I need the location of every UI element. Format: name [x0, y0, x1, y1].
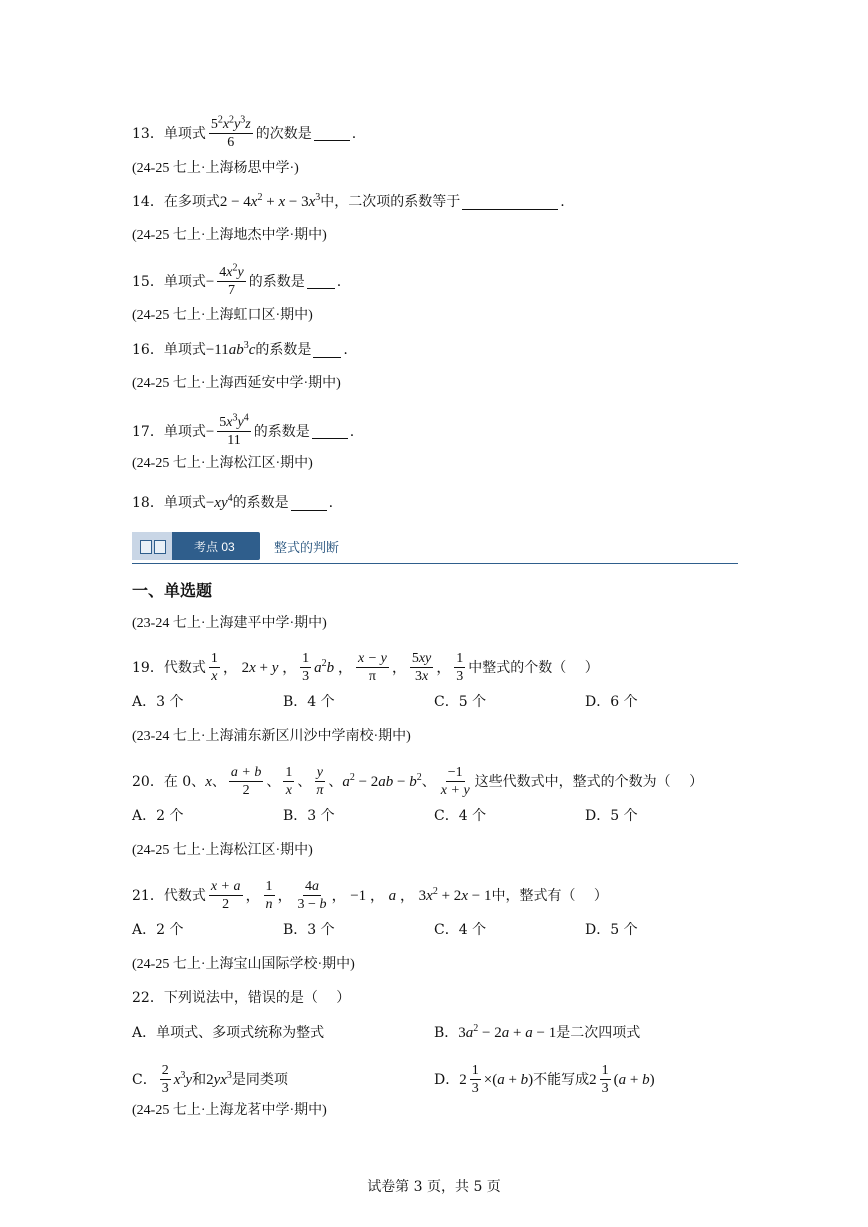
- answer-blank[interactable]: [314, 126, 350, 141]
- math-fraction: $\frac{5xy}{3x}$: [411, 651, 432, 684]
- math-expression: $3a^2 - 2a + a - 1$: [458, 1023, 557, 1041]
- option-c[interactable]: [132, 1062, 288, 1097]
- question-text: 单项式: [163, 125, 206, 142]
- option-a[interactable]: A．3 个: [132, 694, 184, 710]
- source-note: (23-24 七上·上海建平中学·期中): [132, 616, 327, 631]
- option-c[interactable]: C．5 个: [434, 694, 487, 710]
- source-note: (24-25 七上·上海虹口区·期中): [132, 308, 313, 323]
- question-18: [132, 493, 333, 513]
- question-17: [132, 414, 354, 449]
- source-note: (24-25 七上·上海宝山国际学校·期中): [132, 957, 355, 972]
- question-number: 22．: [132, 990, 164, 1006]
- option-text: 是二次四项式: [556, 1025, 641, 1041]
- question-15: [132, 264, 341, 299]
- question-number: 20．: [132, 773, 164, 790]
- question-16: [132, 340, 348, 360]
- math-fraction: $\frac{5x^3y^4}{11}$: [219, 412, 249, 448]
- comma: ，: [245, 887, 261, 904]
- question-19: [132, 650, 599, 685]
- math-expression: ×(a + b): [483, 1071, 534, 1088]
- question-text: 中，整式有（ ）: [491, 887, 608, 904]
- question-number: 21．: [132, 887, 164, 904]
- topic-banner: [132, 532, 738, 564]
- page-footer: 试卷第 3 页，共 5 页: [367, 1179, 501, 1195]
- sep: 、: [328, 773, 343, 790]
- math-expression: ， −1 ， a ， $3x^2 + 2x - 1$: [331, 885, 492, 904]
- option-d[interactable]: D．6 个: [585, 694, 638, 710]
- question-text: 的系数是: [232, 495, 289, 511]
- math-expression: $2yx^3$: [206, 1069, 232, 1088]
- answer-blank[interactable]: [313, 343, 341, 358]
- question-text: 单项式: [163, 423, 206, 440]
- math-fraction: $\frac{1}{n}$: [265, 879, 273, 912]
- minus-sign: −: [205, 423, 215, 440]
- option-b[interactable]: B．4 个: [283, 694, 335, 710]
- question-text: 代数式: [163, 659, 206, 676]
- question-text: 这些代数式中，整式的个数为（ ）: [474, 773, 704, 790]
- question-text: 单项式: [163, 273, 206, 290]
- math-expression: 2: [459, 1071, 467, 1088]
- banner-rule: [132, 563, 738, 564]
- question-text: 中整式的个数（ ）: [468, 659, 599, 676]
- source-note: (24-25 七上·上海龙茗中学·期中): [132, 1103, 327, 1118]
- option-text: 是同类项: [231, 1071, 288, 1088]
- math-var: x: [205, 773, 212, 790]
- banner-title: 整式的判断: [274, 541, 340, 556]
- math-fraction: $\frac{1}{3}$: [601, 1063, 609, 1096]
- math-expression: $a^2b$ ，: [314, 657, 353, 676]
- banner-icon-area: [132, 532, 172, 560]
- answer-blank[interactable]: [462, 195, 558, 210]
- math-fraction: $\frac{x + a}{2}$: [210, 879, 241, 912]
- sep: 、: [421, 773, 436, 790]
- option-a[interactable]: A．2 个: [132, 808, 184, 824]
- source-note: (24-25 七上·上海西延安中学·期中): [132, 376, 341, 391]
- option-text: 和: [192, 1071, 207, 1088]
- sep: 、: [211, 773, 226, 790]
- question-number: 19．: [132, 659, 164, 676]
- math-fraction: $\frac{4x^2y}{7}$: [219, 262, 244, 298]
- math-expression: 2: [589, 1071, 597, 1088]
- comma: ，: [391, 659, 407, 676]
- answer-blank[interactable]: [307, 274, 335, 289]
- math-expression: $2 - 4x^2 + x - 3x^3$: [219, 192, 321, 210]
- question-text: 中，二次项的系数等于: [320, 194, 461, 210]
- question-21: [132, 878, 608, 913]
- comma: ，: [277, 887, 293, 904]
- book-icon: [154, 540, 166, 554]
- math-fraction: $\frac{4a}{3 - b}$: [297, 879, 327, 912]
- math-expression: ， 2x + y ，: [222, 659, 298, 676]
- punct: .: [349, 423, 355, 440]
- math-fraction: $\frac{1}{3}$: [302, 651, 310, 684]
- question-text: 代数式: [163, 887, 206, 904]
- question-text: 单项式: [163, 495, 206, 511]
- question-13: [132, 116, 356, 151]
- math-fraction: $\frac{1}{3}$: [456, 651, 464, 684]
- option-b[interactable]: B．3 个: [283, 922, 335, 938]
- question-text: 的次数是: [255, 125, 312, 142]
- banner-label: 考点 03: [194, 540, 235, 554]
- question-22: [132, 988, 350, 1008]
- option-a[interactable]: A．2 个: [132, 922, 184, 938]
- math-fraction: $\frac{1}{x}$: [285, 765, 293, 798]
- source-note: (24-25 七上·上海松江区·期中): [132, 456, 313, 471]
- question-number: 15．: [132, 273, 164, 290]
- punct: .: [328, 495, 334, 511]
- question-number: 13．: [132, 125, 164, 142]
- math-expression: $-11ab^3c$: [205, 340, 256, 358]
- punct: .: [560, 194, 565, 210]
- math-fraction: $\frac{x - y}{\pi}$: [357, 651, 387, 684]
- question-text: 的系数是: [255, 342, 312, 358]
- option-a[interactable]: A．单项式、多项式统称为整式: [132, 1025, 325, 1041]
- option-c[interactable]: C．4 个: [434, 808, 487, 824]
- question-text: 的系数是: [253, 423, 310, 440]
- math-fraction: $\frac{1}{3}$: [471, 1063, 479, 1096]
- option-d[interactable]: [434, 1062, 655, 1097]
- book-icon: [140, 540, 152, 554]
- option-letter: C．: [132, 1071, 157, 1088]
- question-text: 的系数是: [248, 273, 305, 290]
- sep: 、: [266, 773, 281, 790]
- question-20: [132, 764, 703, 799]
- option-letter: B．: [434, 1025, 459, 1041]
- punct: .: [336, 273, 342, 290]
- question-number: 17．: [132, 423, 164, 440]
- math-expression: $a^2 - 2ab - b^2$: [342, 771, 422, 790]
- source-note: (24-25 七上·上海松江区·期中): [132, 843, 313, 858]
- sep: 、: [297, 773, 312, 790]
- math-fraction: $\frac{5^2x^2y^3z}{6}$: [210, 114, 251, 150]
- question-text: 在 0、: [163, 773, 206, 790]
- option-b[interactable]: B．3 个: [283, 808, 335, 824]
- section-heading: 一、单选题: [132, 581, 213, 600]
- comma: ，: [436, 659, 452, 676]
- question-number: 16．: [132, 342, 164, 358]
- question-text: 在多项式: [163, 194, 220, 210]
- option-d[interactable]: D．5 个: [585, 808, 638, 824]
- punct: .: [351, 125, 357, 142]
- source-note: (23-24 七上·上海浦东新区川沙中学南校·期中): [132, 729, 411, 744]
- math-expression: $x^3y$: [173, 1069, 193, 1088]
- question-text: 下列说法中，错误的是（ ）: [163, 990, 351, 1006]
- option-text: 不能写成: [533, 1071, 590, 1088]
- source-note: (24-25 七上·上海地杰中学·期中): [132, 228, 327, 243]
- math-fraction: $\frac{2}{3}$: [161, 1063, 169, 1096]
- answer-blank[interactable]: [312, 424, 348, 439]
- math-fraction: $\frac{-1}{x + y}$: [440, 765, 470, 798]
- punct: .: [343, 342, 348, 358]
- option-b[interactable]: [434, 1023, 640, 1043]
- math-expression: $-xy^4$: [205, 493, 233, 511]
- source-note: (24-25 七上·上海杨思中学·): [132, 161, 299, 176]
- question-14: [132, 192, 565, 212]
- math-fraction: $\frac{a + b}{2}$: [230, 765, 262, 798]
- question-number: 14．: [132, 194, 164, 210]
- math-fraction: $\frac{1}{x}$: [210, 651, 218, 684]
- option-c[interactable]: C．4 个: [434, 922, 487, 938]
- option-letter: D．: [434, 1071, 460, 1088]
- question-text: 单项式: [163, 342, 206, 358]
- answer-blank[interactable]: [291, 496, 327, 511]
- minus-sign: −: [205, 273, 215, 290]
- question-number: 18．: [132, 495, 164, 511]
- math-fraction: $\frac{y}{\pi}$: [316, 765, 324, 798]
- math-expression: (a + b): [613, 1071, 655, 1088]
- option-d[interactable]: D．5 个: [585, 922, 638, 938]
